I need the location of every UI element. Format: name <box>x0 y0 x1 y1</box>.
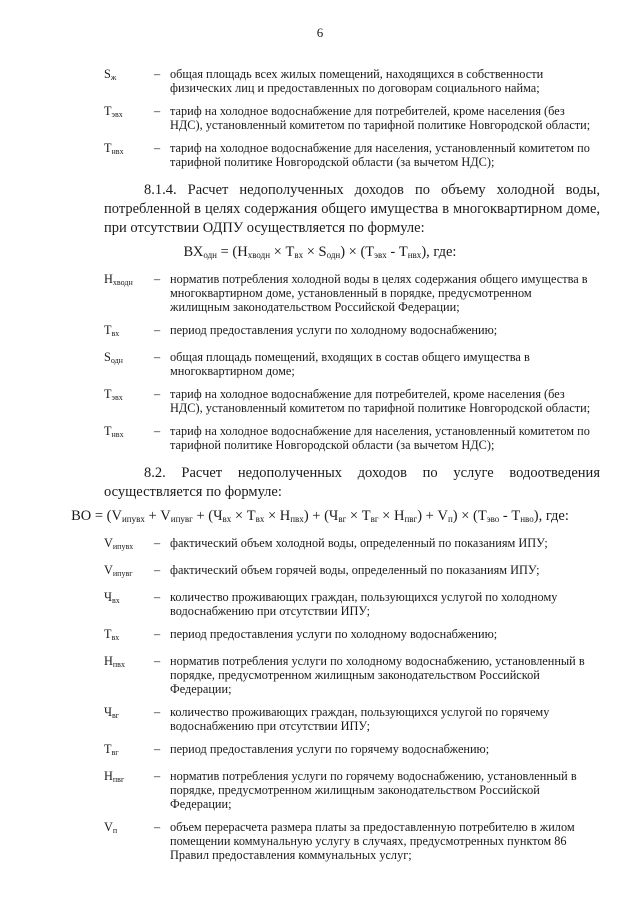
variable-symbol: $S_ж$ <box>104 67 117 82</box>
definition-text: фактический объем холодной воды, определенный по показаниям ИПУ; <box>170 536 548 550</box>
definition-text: общая площадь всех жилых помещений, находящихся в собственности физических лиц и предоставленных по договорам социального найма; <box>170 67 544 95</box>
definition-text: период предоставления услуги по горячему водоснабжению; <box>170 742 490 756</box>
definition-text: период предоставления услуги по холодному водоснабжению; <box>170 627 498 641</box>
paragraph-8-2: 8.2. Расчет недополученных доходов по услуге водоотведения осуществляется по формуле: <box>104 465 600 500</box>
definition-item: $Н_{пвх}$ – норматив потребления услуги по холодному водоснабжению, установленный в порядке, предусмотренном жилищным законодательством Российской Федерации; <box>104 654 594 696</box>
variable-symbol: $V_п$ <box>104 820 118 835</box>
definition-item: $Ч_{вх}$ – количество проживающих граждан, пользующихся услугой по холодному водоснабжению при отсутствии ИПУ; <box>104 590 594 618</box>
formula-bx-odn: $ВХ_{одн} = (Н_{хводн} \times Т_{вх} \times S_{одн}) \times (Т_{эвх} - Т_{нвх})$, где: <box>183 244 457 260</box>
definition-item: $S_{одн}$ – общая площадь помещений, входящих в состав общего имущества в многоквартирном доме; <box>104 350 594 378</box>
definition-text: количество проживающих граждан, пользующихся услугой по горячему водоснабжению при отсутствии ИПУ; <box>170 705 550 733</box>
definitions-group-1 <box>104 67 594 178</box>
variable-symbol: $V_{ипувг}$ <box>104 563 133 578</box>
definition-text: тариф на холодное водоснабжение для потребителей, кроме населения (без НДС), установленный комитетом по тарифной политике Новгородской области; <box>170 387 591 415</box>
variable-symbol: $Ч_{вг}$ <box>104 705 120 720</box>
definition-item: $Т_{вх}$ – период предоставления услуги по холодному водоснабжению; <box>104 323 594 341</box>
definition-item: $T_{эвх}$ – тариф на холодное водоснабжение для потребителей, кроме населения (без НДС), установленный комитетом по тарифной политике Новгородской области; <box>104 104 594 132</box>
definition-item: $S_ж$ – общая площадь всех жилых помещений, находящихся в собственности физических лиц и предоставленных по договорам социального найма; <box>104 67 594 95</box>
formula-vo: ВО = $(V_{ипувх} + V_{ипувг} + (Ч_{вх} \times Т_{вх} \times Н_{пвх}) + (Ч_{вг} \times Т_{вг} \times Н_{пвг}) + V_п) \times (Т_{эво} - Т_{нво})$, где: <box>71 508 569 524</box>
definition-text: норматив потребления услуги по холодному водоснабжению, установленный в порядке, предусмотренном жилищным законодательством Российской Федерации; <box>170 654 585 696</box>
definition-item: $Н_{пвг}$ – норматив потребления услуги по горячему водоснабжению, установленный в порядке, предусмотренном жилищным законодательством Российской Федерации; <box>104 769 594 811</box>
definition-item: $Т_{вх}$ – период предоставления услуги по холодному водоснабжению; <box>104 627 594 645</box>
definition-text: норматив потребления холодной воды в целях содержания общего имущества в многоквартирном доме, установленный в порядке, предусмотренном жилищным законодательством Российской Федерации; <box>170 272 588 314</box>
variable-symbol: $Ч_{вх}$ <box>104 590 120 605</box>
definition-item: $V_{ипувх}$ – фактический объем холодной воды, определенный по показаниям ИПУ; <box>104 536 594 554</box>
variable-symbol: $Т_{нвх}$ <box>104 424 124 439</box>
definition-text: фактический объем горячей воды, определенный по показаниям ИПУ; <box>170 563 540 577</box>
definition-item: $V_п$ – объем перерасчета размера платы за предоставленную потребителю в жилом помещении коммунальную услугу в случаях, предусмотренных пунктом 86 Правил предоставления коммунальных услуг; <box>104 820 594 862</box>
definition-item: $Т_{эвх}$ – тариф на холодное водоснабжение для потребителей, кроме населения (без НДС), установленный комитетом по тарифной политике Новгородской области; <box>104 387 594 415</box>
variable-symbol: $Н_{пвх}$ <box>104 654 125 669</box>
definition-item: $V_{ипувг}$ – фактический объем горячей воды, определенный по показаниям ИПУ; <box>104 563 594 581</box>
definition-item: $Ч_{вг}$ – количество проживающих граждан, пользующихся услугой по горячему водоснабжению при отсутствии ИПУ; <box>104 705 594 733</box>
variable-symbol: $Н_{пвг}$ <box>104 769 125 784</box>
page-number: 6 <box>316 25 324 40</box>
definition-item: $Т_{вг}$ – период предоставления услуги по горячему водоснабжению; <box>104 742 594 760</box>
definition-text: норматив потребления услуги по горячему водоснабжению, установленный в порядке, предусмотренном жилищным законодательством Российской Федерации; <box>170 769 577 811</box>
definition-text: общая площадь помещений, входящих в состав общего имущества в многоквартирном доме; <box>170 350 530 378</box>
variable-symbol: $Т_{эвх}$ <box>104 387 123 402</box>
paragraph-8-1-4: 8.1.4. Расчет недополученных доходов по объему холодной воды, потребленной в целях содержания общего имущества в многоквартирном доме, при отсутствии ОДПУ осуществляется по формуле: <box>104 182 600 236</box>
definition-text: период предоставления услуги по холодному водоснабжению; <box>170 323 498 337</box>
variable-symbol: $T_{эвх}$ <box>104 104 123 119</box>
variable-symbol: $Н_{хводн}$ <box>104 272 133 287</box>
definition-text: количество проживающих граждан, пользующихся услугой по холодному водоснабжению при отсутствии ИПУ; <box>170 590 558 618</box>
variable-symbol: $S_{одн}$ <box>104 350 123 365</box>
definition-item: $Т_{нвх}$ – тариф на холодное водоснабжение для населения, установленный комитетом по тарифной политике Новгородской области (за вычетом НДС); <box>104 424 594 452</box>
variable-symbol: $V_{ипувх}$ <box>104 536 134 551</box>
definition-text: тариф на холодное водоснабжение для потребителей, кроме населения (без НДС), установленный комитетом по тарифной политике Новгородской области; <box>170 104 591 132</box>
definitions-group-3 <box>104 536 594 871</box>
variable-symbol: $Т_{вх}$ <box>104 323 120 338</box>
definitions-group-2 <box>104 272 594 461</box>
variable-symbol: $Т_{вг}$ <box>104 742 119 757</box>
definition-item: $T_{нвх}$ – тариф на холодное водоснабжение для населения, установленный комитетом по тарифной политике Новгородской области (за вычетом НДС); <box>104 141 594 169</box>
variable-symbol: $Т_{вх}$ <box>104 627 120 642</box>
definition-text: тариф на холодное водоснабжение для населения, установленный комитетом по тарифной политике Новгородской области (за вычетом НДС); <box>170 141 590 169</box>
definition-text: объем перерасчета размера платы за предоставленную потребителю в жилом помещении коммунальную услугу в случаях, предусмотренных пунктом 86 Правил предоставления коммунальных услуг; <box>170 820 575 862</box>
variable-symbol: $T_{нвх}$ <box>104 141 124 156</box>
definition-item: $Н_{хводн}$ – норматив потребления холодной воды в целях содержания общего имущества в многоквартирном доме, установленный в порядке, предусмотренном жилищным законодательством Российской Федерации; <box>104 272 594 314</box>
definition-text: тариф на холодное водоснабжение для населения, установленный комитетом по тарифной политике Новгородской области (за вычетом НДС); <box>170 424 590 452</box>
